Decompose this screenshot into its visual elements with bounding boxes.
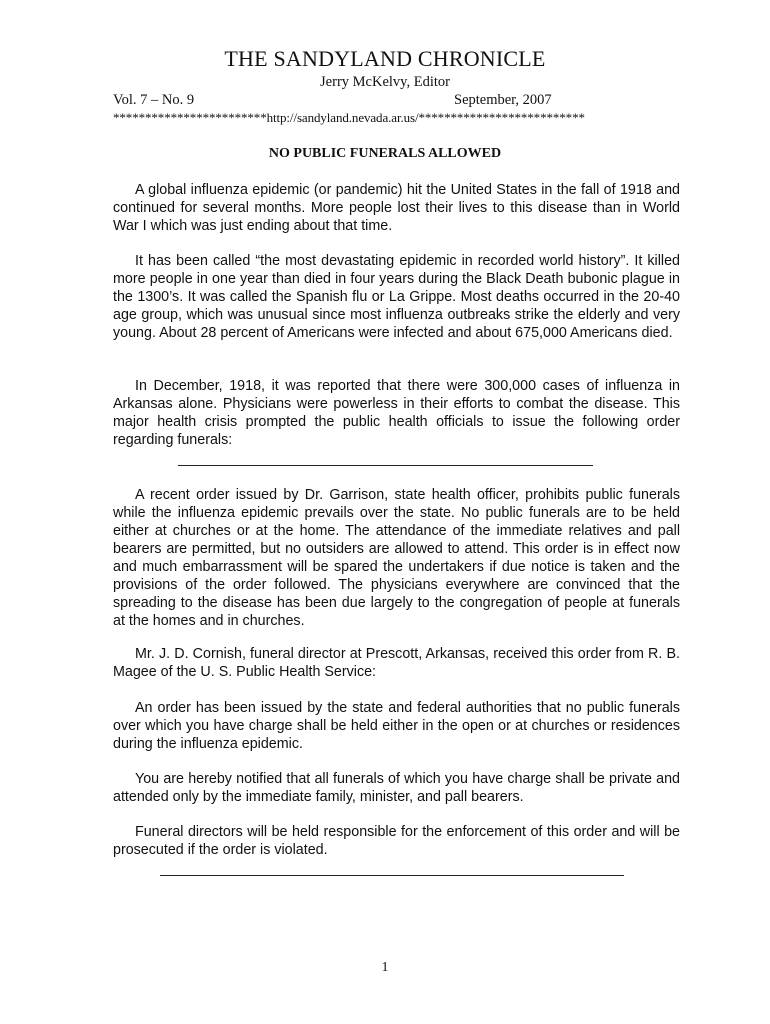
quoted-order-paragraph-5 xyxy=(113,823,680,859)
paragraph-text: A recent order issued by Dr. Garrison, state health officer, prohibits public funerals while the influenza epidemic prevails over the state. No public funerals are to be held either at churches or at the home. The attendance of the immediate relatives and pall bearers are permitted, but no outsiders are allowed to attend. This order is in effect now and much embarrassment will be spared the undertakers if due notice is taken and the provisions of the order followed. The physicians everywhere are convinced that the spreading to the disease has been due largely to the congregation of people at funerals at the homes and in churches. xyxy=(113,487,680,629)
paragraph-text: Mr. J. D. Cornish, funeral director at Prescott, Arkansas, received this order from R. B. Magee of the U. S. Public Health Service: xyxy=(113,646,680,680)
paragraph-text: It has been called “the most devastating epidemic in recorded world history”. It killed more people in one year than died in four years during the Black Death bubonic plague in the 1300’s. It was called the Spanish flu or La Grippe. Most deaths occurred in the 20-40 age group, which was unusual since most influenza outbreaks strike the elderly and very young. About 28 percent of Americans were infected and about 675,000 Americans died. xyxy=(113,253,680,341)
paragraph-text: A global influenza epidemic (or pandemic) hit the United States in the fall of 1918 and continued for several months. More people lost their lives to this disease than in World War I which was just ending about that time. xyxy=(113,182,680,234)
article-paragraph-3 xyxy=(113,377,680,449)
page-number: 1 xyxy=(381,960,389,975)
quoted-order-paragraph-1 xyxy=(113,486,680,630)
quoted-order-paragraph-3 xyxy=(113,699,680,753)
quoted-order-paragraph-2 xyxy=(113,645,680,681)
quoted-order-paragraph-4 xyxy=(113,770,680,806)
section-divider-bottom xyxy=(160,875,624,876)
paragraph-text: You are hereby notified that all funerals of which you have charge shall be private and attended only by the immediate family, minister, and pall bearers. xyxy=(113,771,680,805)
section-divider-top xyxy=(178,465,593,466)
volume-issue: Vol. 7 – No. 9 xyxy=(113,92,195,108)
newsletter-title: THE SANDYLAND CHRONICLE xyxy=(224,46,546,71)
article-paragraph-2 xyxy=(113,252,680,342)
article-headline: NO PUBLIC FUNERALS ALLOWED xyxy=(268,146,502,161)
editor-line: Jerry McKelvy, Editor xyxy=(320,74,450,90)
website-url-line: ************************http://sandyland.nevada.ar.us/************************** xyxy=(113,110,585,125)
paragraph-text: An order has been issued by the state and federal authorities that no public funerals over which you have charge shall be held either in the open or at churches or residences during the influenza epidemic. xyxy=(113,700,680,752)
article-paragraph-1 xyxy=(113,181,680,235)
paragraph-text: In December, 1918, it was reported that there were 300,000 cases of influenza in Arkansas alone. Physicians were powerless in their efforts to combat the disease. This major health crisis prompted the public health officials to issue the following order regarding funerals: xyxy=(113,378,680,448)
issue-date: September, 2007 xyxy=(454,92,552,108)
paragraph-text: Funeral directors will be held responsible for the enforcement of this order and will be prosecuted if the order is violated. xyxy=(113,824,680,858)
